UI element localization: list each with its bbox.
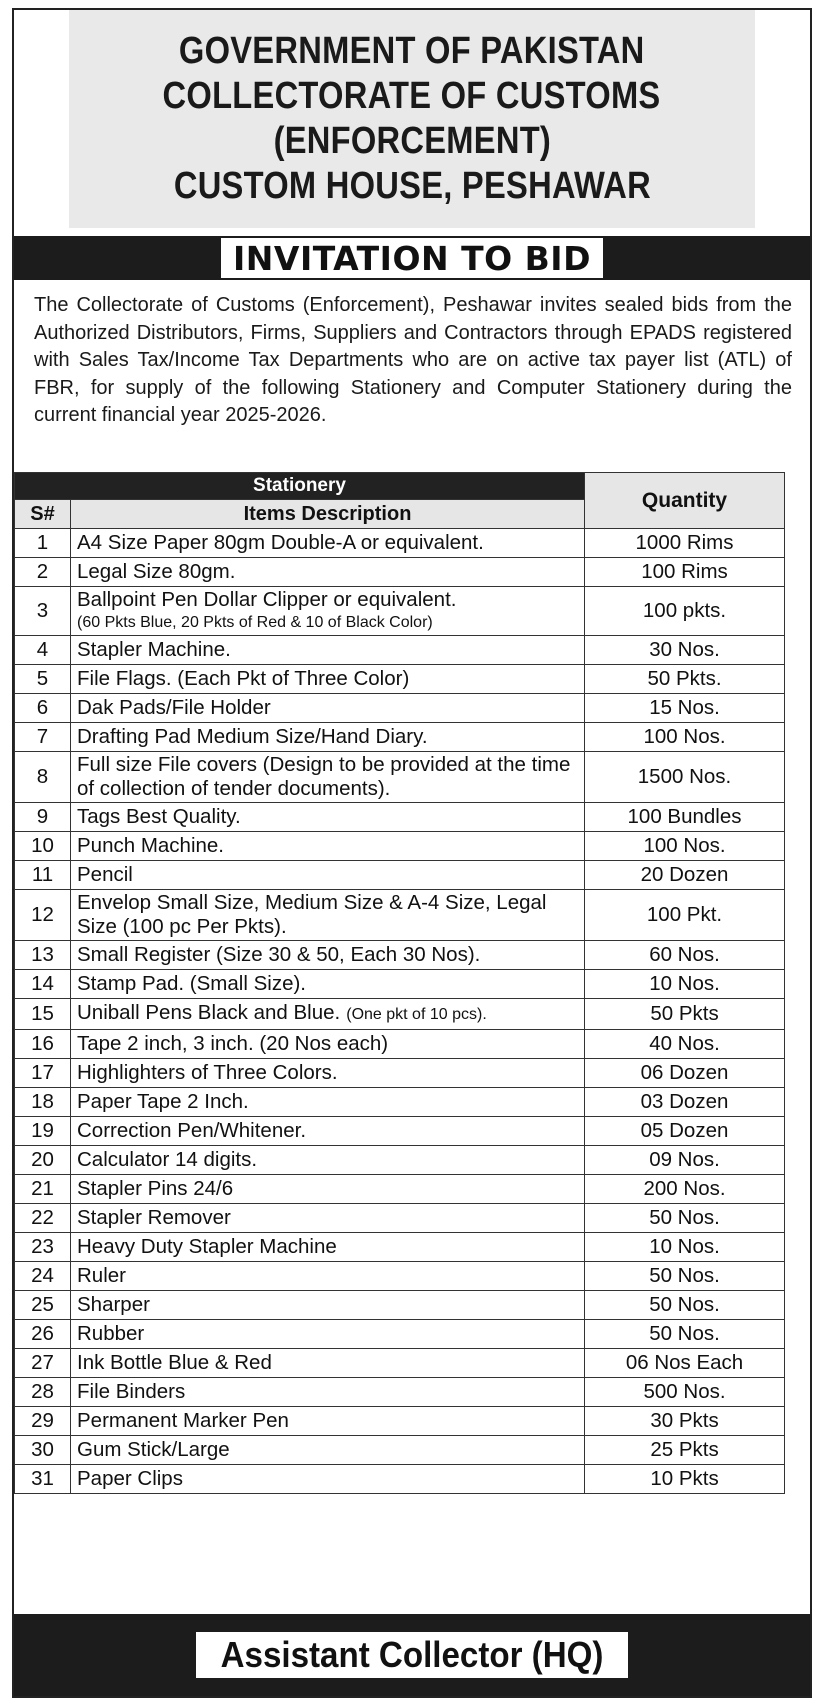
row-quantity: 40 Nos.: [585, 1030, 785, 1059]
row-quantity: 60 Nos.: [585, 941, 785, 970]
row-quantity: 50 Nos.: [585, 1291, 785, 1320]
group-header: Stationery: [15, 473, 585, 500]
row-description-text: File Binders: [77, 1380, 186, 1403]
row-quantity: 03 Dozen: [585, 1088, 785, 1117]
row-serial: 1: [15, 529, 71, 558]
row-description-text: Heavy Duty Stapler Machine: [77, 1235, 337, 1258]
row-description: [71, 803, 585, 832]
footer-banner: [14, 1614, 810, 1696]
row-serial: 6: [15, 694, 71, 723]
row-description: [71, 970, 585, 999]
row-description: [71, 1204, 585, 1233]
row-quantity: 50 Pkts.: [585, 665, 785, 694]
row-description: [71, 999, 585, 1030]
row-description: [71, 832, 585, 861]
row-description-text: Rubber: [77, 1322, 145, 1345]
row-serial: 21: [15, 1175, 71, 1204]
table-row: [15, 1320, 785, 1349]
header-block: [69, 10, 755, 228]
row-description-text: Paper Clips: [77, 1467, 183, 1490]
row-description: [71, 694, 585, 723]
row-quantity: 200 Nos.: [585, 1175, 785, 1204]
row-description-text: Uniball Pens Black and Blue.: [77, 1001, 341, 1024]
signature-title: Assistant Collector (HQ): [220, 1634, 604, 1675]
table-row: [15, 890, 785, 941]
row-description-text: Punch Machine.: [77, 834, 225, 857]
row-description-text: Stapler Pins 24/6: [77, 1177, 234, 1200]
row-quantity: 10 Pkts: [585, 1465, 785, 1494]
row-serial: 30: [15, 1436, 71, 1465]
table-row: [15, 941, 785, 970]
row-description-text: Ruler: [77, 1264, 126, 1287]
row-serial: 28: [15, 1378, 71, 1407]
invitation-title: INVITATION TO BID: [233, 238, 591, 278]
table-row: [15, 752, 785, 803]
table-row: [15, 1030, 785, 1059]
row-serial: 5: [15, 665, 71, 694]
table-row: [15, 1233, 785, 1262]
row-serial: 15: [15, 999, 71, 1030]
table-row: [15, 1175, 785, 1204]
table-row: [15, 1378, 785, 1407]
row-quantity: 500 Nos.: [585, 1378, 785, 1407]
row-quantity: 100 Nos.: [585, 723, 785, 752]
row-description: [71, 1320, 585, 1349]
row-description-text: Drafting Pad Medium Size/Hand Diary.: [77, 725, 428, 748]
row-description: [71, 636, 585, 665]
row-quantity: 30 Pkts: [585, 1407, 785, 1436]
row-description: [71, 1175, 585, 1204]
table-row: [15, 636, 785, 665]
invitation-chip: [221, 238, 603, 278]
table-row: [15, 587, 785, 636]
row-description: [71, 1407, 585, 1436]
row-description: [71, 1262, 585, 1291]
row-description: [71, 1436, 585, 1465]
table-row: [15, 558, 785, 587]
table-row: [15, 999, 785, 1030]
row-quantity: 09 Nos.: [585, 1146, 785, 1175]
row-description-note: (60 Pkts Blue, 20 Pkts of Red & 10 of Black Color): [77, 614, 433, 631]
row-description-text: File Flags. (Each Pkt of Three Color): [77, 667, 410, 690]
serial-header: S#: [15, 500, 71, 529]
row-description-text: Paper Tape 2 Inch.: [77, 1090, 249, 1113]
items-body: [15, 529, 785, 1494]
table-row: [15, 1349, 785, 1378]
row-serial: 20: [15, 1146, 71, 1175]
row-quantity: 25 Pkts: [585, 1436, 785, 1465]
row-serial: 8: [15, 752, 71, 803]
table-row: [15, 1088, 785, 1117]
row-serial: 22: [15, 1204, 71, 1233]
table-row: [15, 1146, 785, 1175]
row-serial: 23: [15, 1233, 71, 1262]
row-description-text: Legal Size 80gm.: [77, 560, 236, 583]
table-row: [15, 1262, 785, 1291]
row-description-text: Sharper: [77, 1293, 150, 1316]
row-quantity: 10 Nos.: [585, 1233, 785, 1262]
quantity-header: Quantity: [585, 473, 785, 529]
row-description: [71, 1233, 585, 1262]
header-line-collectorate: COLLECTORATE OF CUSTOMS: [163, 75, 661, 117]
row-serial: 9: [15, 803, 71, 832]
row-quantity: 50 Nos.: [585, 1262, 785, 1291]
table-row: [15, 1117, 785, 1146]
row-description-text: Tags Best Quality.: [77, 805, 241, 828]
row-quantity: 100 Pkt.: [585, 890, 785, 941]
row-serial: 31: [15, 1465, 71, 1494]
row-quantity: 100 Nos.: [585, 832, 785, 861]
header-line-custom-house: CUSTOM HOUSE, PESHAWAR: [173, 165, 651, 207]
row-description-text: Gum Stick/Large: [77, 1438, 230, 1461]
row-description: [71, 1146, 585, 1175]
row-quantity: 20 Dozen: [585, 861, 785, 890]
row-serial: 10: [15, 832, 71, 861]
row-description-text: A4 Size Paper 80gm Double-A or equivalent.: [77, 531, 484, 554]
row-serial: 12: [15, 890, 71, 941]
row-description-text: Dak Pads/File Holder: [77, 696, 271, 719]
row-serial: 4: [15, 636, 71, 665]
header-line-government: GOVERNMENT OF PAKISTAN: [179, 30, 645, 72]
row-description: [71, 1030, 585, 1059]
table-row: [15, 1059, 785, 1088]
row-quantity: 50 Pkts: [585, 999, 785, 1030]
row-description-text: Small Register (Size 30 & 50, Each 30 Nos).: [77, 943, 481, 966]
row-description-text: Correction Pen/Whitener.: [77, 1119, 307, 1142]
row-quantity: 100 pkts.: [585, 587, 785, 636]
row-description: [71, 1117, 585, 1146]
row-quantity: 05 Dozen: [585, 1117, 785, 1146]
row-serial: 7: [15, 723, 71, 752]
row-quantity: 06 Nos Each: [585, 1349, 785, 1378]
row-serial: 11: [15, 861, 71, 890]
row-description: [71, 665, 585, 694]
table-row: [15, 1204, 785, 1233]
row-quantity: 10 Nos.: [585, 970, 785, 999]
table-row: [15, 803, 785, 832]
row-description-text: Calculator 14 digits.: [77, 1148, 258, 1171]
row-description-text: Full size File covers (Design to be provided at the time of collection of tender documents).: [77, 753, 571, 800]
row-serial: 18: [15, 1088, 71, 1117]
row-serial: 3: [15, 587, 71, 636]
row-description: [71, 1059, 585, 1088]
row-description: [71, 723, 585, 752]
row-serial: 13: [15, 941, 71, 970]
row-serial: 26: [15, 1320, 71, 1349]
row-description-text: Ballpoint Pen Dollar Clipper or equivalent.: [77, 588, 457, 611]
row-serial: 14: [15, 970, 71, 999]
intro-paragraph: The Collectorate of Customs (Enforcement), Peshawar invites sealed bids from the Authorized Distributors, Firms, Suppliers and Contractors through EPADS registered with Sales Tax/Income Tax Departments who are on active tax payer list (ATL) of FBR, for supply of the following Stationery and Computer Stationery during the current financial year 2025-2026.: [34, 294, 792, 426]
row-serial: 16: [15, 1030, 71, 1059]
table-row: [15, 1465, 785, 1494]
row-quantity: 100 Bundles: [585, 803, 785, 832]
row-description: [71, 861, 585, 890]
table-row: [15, 970, 785, 999]
row-serial: 29: [15, 1407, 71, 1436]
row-description: [71, 1291, 585, 1320]
row-description-note: (One pkt of 10 pcs).: [346, 1006, 487, 1023]
row-description: [71, 1349, 585, 1378]
row-description-text: Permanent Marker Pen: [77, 1409, 289, 1432]
table-row: [15, 723, 785, 752]
row-quantity: 1500 Nos.: [585, 752, 785, 803]
table-row: [15, 1436, 785, 1465]
row-quantity: 30 Nos.: [585, 636, 785, 665]
row-description: [71, 1465, 585, 1494]
row-serial: 27: [15, 1349, 71, 1378]
row-description-text: Pencil: [77, 863, 133, 886]
table-row: [15, 832, 785, 861]
row-quantity: 15 Nos.: [585, 694, 785, 723]
items-table: [14, 472, 785, 1494]
row-description: [71, 1088, 585, 1117]
table-row: [15, 529, 785, 558]
header-line-enforcement: (ENFORCEMENT): [273, 120, 551, 162]
row-description: [71, 1378, 585, 1407]
row-serial: 19: [15, 1117, 71, 1146]
table-row: [15, 665, 785, 694]
row-description: [71, 587, 585, 636]
row-description: [71, 752, 585, 803]
row-serial: 24: [15, 1262, 71, 1291]
row-quantity: 100 Rims: [585, 558, 785, 587]
row-description: [71, 890, 585, 941]
table-row: [15, 861, 785, 890]
row-description: [71, 558, 585, 587]
row-quantity: 50 Nos.: [585, 1320, 785, 1349]
row-quantity: 06 Dozen: [585, 1059, 785, 1088]
description-header: Items Description: [71, 500, 585, 529]
row-description-text: Ink Bottle Blue & Red: [77, 1351, 272, 1374]
table-row: [15, 1291, 785, 1320]
table-row: [15, 694, 785, 723]
row-serial: 25: [15, 1291, 71, 1320]
row-quantity: 50 Nos.: [585, 1204, 785, 1233]
row-description: [71, 941, 585, 970]
footer-chip: [196, 1632, 628, 1678]
row-serial: 17: [15, 1059, 71, 1088]
row-serial: 2: [15, 558, 71, 587]
table-row: [15, 1407, 785, 1436]
row-description-text: Stamp Pad. (Small Size).: [77, 972, 306, 995]
row-description-text: Stapler Machine.: [77, 638, 231, 661]
row-quantity: 1000 Rims: [585, 529, 785, 558]
row-description: [71, 529, 585, 558]
row-description-text: Highlighters of Three Colors.: [77, 1061, 338, 1084]
row-description-text: Envelop Small Size, Medium Size & A-4 Size, Legal Size (100 pc Per Pkts).: [77, 891, 547, 938]
row-description-text: Stapler Remover: [77, 1206, 231, 1229]
invitation-banner: [14, 236, 810, 280]
row-description-text: Tape 2 inch, 3 inch. (20 Nos each): [77, 1032, 389, 1055]
